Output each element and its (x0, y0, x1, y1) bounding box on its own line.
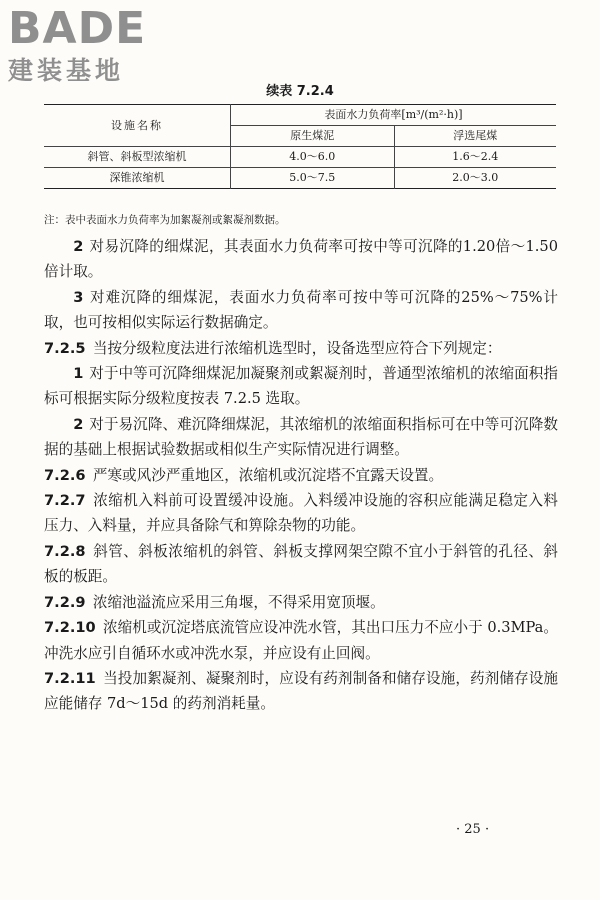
item-text: 对难沉降的细煤泥，表面水力负荷率可按中等可沉降的25%～75%计取，也可按相似实际运行数据确定。 (44, 288, 558, 332)
clause-number: 7.2.11 (44, 669, 96, 687)
clause-text: 当投加絮凝剂、凝聚剂时，应设有药剂制备和储存设施，药剂储存设施应能储存 7d～15d 的药剂消耗量。 (44, 669, 558, 713)
table-title: 续表 7.2.4 (266, 84, 334, 99)
row-name: 斜管、斜板型浓缩机 (44, 147, 231, 168)
header-facility: 设施名称 (44, 105, 231, 147)
paragraph (44, 285, 558, 336)
clause-number: 7.2.9 (44, 593, 86, 611)
item-number: 2 (73, 238, 84, 255)
clause (44, 336, 558, 361)
clause-text: 斜管、斜板浓缩机的斜管、斜板支撑网架空隙不宜小于斜管的孔径、斜板的板距。 (44, 542, 558, 586)
item-number: 2 (73, 415, 84, 433)
header-load: 表面水力负荷率[m³/(m²·h)] (231, 105, 557, 126)
clause-number: 7.2.8 (44, 542, 86, 560)
clause (44, 488, 558, 539)
load-table (44, 104, 556, 189)
paragraph (44, 234, 558, 285)
clause (44, 666, 558, 717)
row-name: 深锥浓缩机 (44, 168, 231, 189)
clause (44, 539, 558, 590)
clause-text: 浓缩机入料前可设置缓冲设施。入料缓冲设施的容积应能满足稳定入料压力、入料量，并应具备除气和箅除杂物的功能。 (44, 492, 558, 535)
item-number: 3 (73, 288, 84, 306)
clause-number: 7.2.10 (44, 619, 96, 637)
logo-main-text: BADE (8, 3, 147, 54)
clause (44, 463, 558, 488)
clause-number: 7.2.7 (44, 492, 86, 510)
item-text: 对于易沉降、难沉降细煤泥，其浓缩机的浓缩面积指标可在中等可沉降数据的基础上根据试验数据或相似生产实际情况进行调整。 (44, 415, 558, 459)
logo-sub-text: 建装基地 (8, 56, 125, 85)
row-float: 2.0～3.0 (394, 168, 556, 189)
table-row (44, 168, 556, 189)
table-note: 注：表中表面水力负荷率为加絮凝剂或絮凝剂数据。 (44, 214, 286, 226)
page-number: · 25 · (456, 822, 490, 837)
logo (8, 3, 147, 86)
item-text: 对易沉降的细煤泥，其表面水力负荷率可按中等可沉降的1.20倍～1.50倍计取。 (44, 238, 558, 281)
clause-text: 当按分级粒度法进行浓缩机选型时，设备选型应符合下列规定： (92, 339, 502, 357)
row-raw: 4.0～6.0 (231, 147, 395, 168)
row-float: 1.6～2.4 (394, 147, 556, 168)
row-raw: 5.0～7.5 (231, 168, 395, 189)
clause-text: 浓缩池溢流应采用三角堰，不得采用宽顶堰。 (92, 593, 385, 611)
item-text: 对于中等可沉降细煤泥加凝聚剂或絮凝剂时，普通型浓缩机的浓缩面积指标可根据实际分级粒度按表 7.2.5 选取。 (44, 365, 558, 408)
clause-text: 浓缩机或沉淀塔底流管应设冲洗水管，其出口压力不应小于 0.3MPa。冲洗水应引自循环水或冲洗水泵，并应设有止回阀。 (44, 619, 558, 662)
clause (44, 615, 558, 666)
paragraph (44, 361, 558, 412)
clause (44, 590, 558, 615)
paragraph (44, 412, 558, 463)
clause-number: 7.2.6 (44, 466, 86, 484)
header-raw: 原生煤泥 (231, 126, 395, 147)
body-text (44, 234, 558, 717)
clause-text: 严寒或风沙严重地区，浓缩机或沉淀塔不宜露天设置。 (92, 466, 444, 484)
clause-number: 7.2.5 (44, 339, 86, 357)
item-number: 1 (73, 365, 84, 383)
table-header-row (44, 105, 556, 126)
header-float: 浮选尾煤 (394, 126, 556, 147)
table-row (44, 147, 556, 168)
